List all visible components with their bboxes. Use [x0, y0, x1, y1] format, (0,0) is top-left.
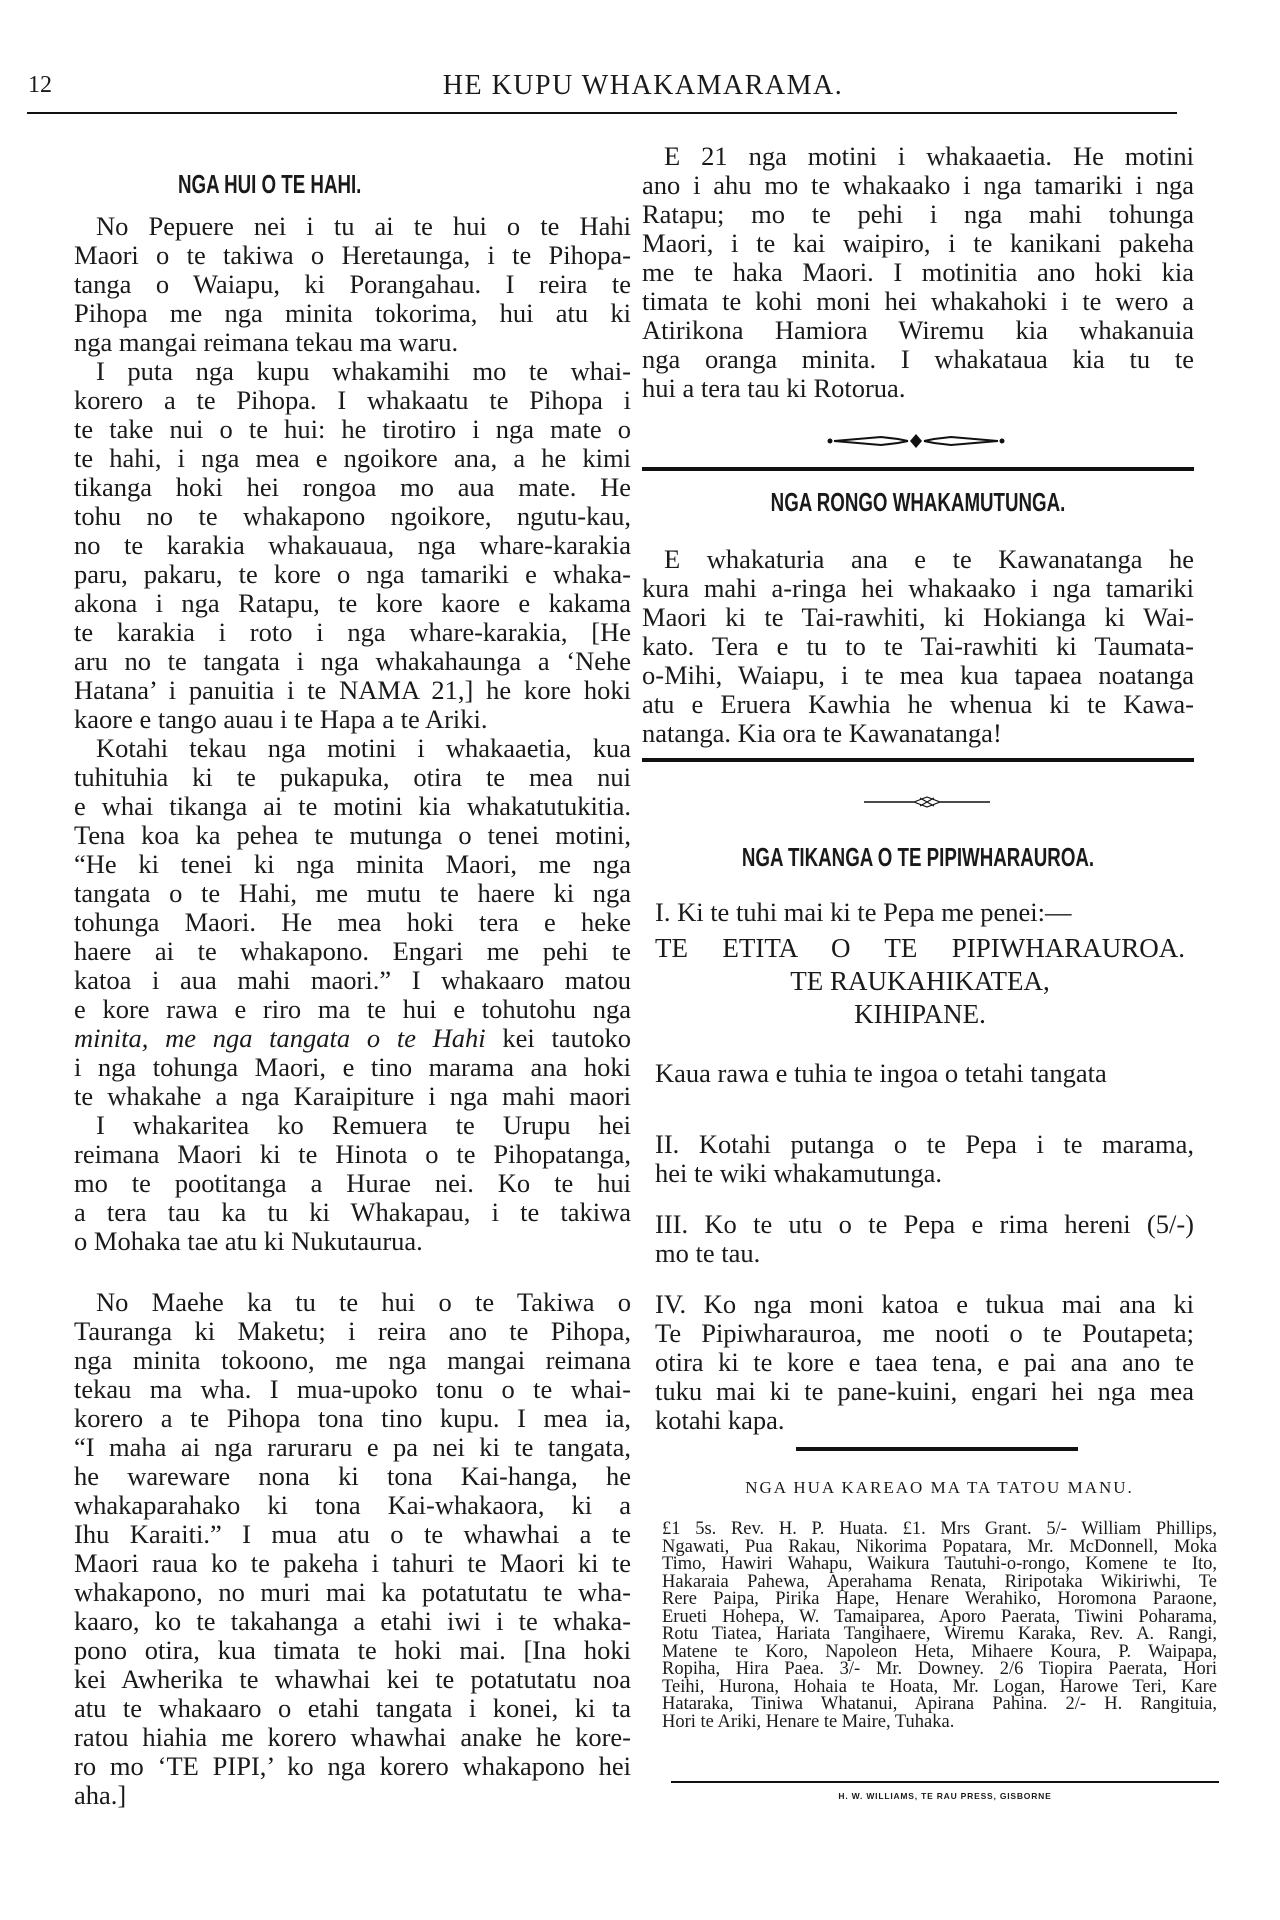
italic-text: minita, me nga tangata o te Hahi: [74, 1023, 486, 1053]
text-line: otira ki te kore e taea tena, e pai ana ano te: [655, 1347, 1194, 1377]
donations-list: [662, 1521, 1217, 1731]
text-line: te karakia i roto i nga whare-karakia, [He: [74, 617, 631, 647]
text-line: Erueti Hohepa, W. Tamaiparea, Aporo Paerata, Tiwini Poharama,: [662, 1606, 1217, 1627]
rule-four: [655, 1290, 1194, 1435]
small-ornament-icon: [864, 795, 990, 809]
text-line: Hataraka, Tiniwa Whatanui, Apirana Pahina. 2/- H. Rangituia,: [662, 1694, 1217, 1714]
text-line: akona i nga Ratapu, te kore kaore e kakama: [74, 588, 631, 618]
paragraph: [74, 212, 631, 357]
ornament-divider-icon: [826, 432, 1006, 450]
text-line: mo te tau.: [655, 1238, 761, 1268]
text-line: “I maha ai nga raruraru e pa nei ki te tangata,: [74, 1432, 631, 1462]
text-line: Kaua rawa e tuhia te ingoa o tetahi tangata: [655, 1058, 1107, 1088]
text-line: o Mohaka tae atu ki Nukutaurua.: [74, 1226, 423, 1256]
paragraph: [642, 545, 1194, 748]
text-line: “He ki tenei ki nga minita Maori, me nga: [74, 849, 631, 879]
text-line: he wareware nona ki tona Kai-hanga, he: [74, 1461, 631, 1491]
note: [655, 1059, 1194, 1088]
text-line: [74, 1024, 631, 1053]
text-line: tangata o te Hahi, me mutu te haere ki nga: [74, 878, 631, 908]
text-line: III. Ko te utu o te Pepa e rima hereni (5/-): [655, 1209, 1194, 1239]
section-rule: [642, 467, 1194, 471]
text-line: whakaparahako ki tona Kai-whakaora, ki a: [74, 1490, 631, 1520]
heading-nga-tikanga: NGA TIKANGA O TE PIPIWHARAUROA.: [741, 842, 1095, 872]
text-line: te hahi, i nga mea e ngoikore ana, a he kimi: [74, 443, 631, 473]
text-line: me te haka Maori. I motinitia ano hoki kia: [642, 257, 1194, 287]
text: kei tautoko: [485, 1023, 631, 1053]
text-line: reimana Maori ki te Hinota o te Pihopatanga,: [74, 1139, 631, 1169]
text-line: tuhituhia ki te pukapuka, otira te mea nui: [74, 762, 631, 792]
text-line: ano i ahu mo te whakaako i nga tamariki i nga: [642, 170, 1194, 200]
text-line: Teihi, Hurona, Hohaia te Hoata, Mr. Logan, Harowe Teri, Kare: [662, 1676, 1217, 1697]
text-line: Hakaraia Pahewa, Aperahama Renata, Riripotaka Wikiriwhi, Te: [662, 1571, 1217, 1592]
text-line: aru no te tangata i nga whakahaunga a ‘Nehe: [74, 646, 631, 676]
text-line: I whakaritea ko Remuera te Urupu hei: [96, 1110, 631, 1140]
donations-heading: NGA HUA KAREAO MA TA TATOU MANU.: [745, 1478, 1134, 1497]
heading-nga-rongo: NGA RONGO WHAKAMUTUNGA.: [770, 487, 1066, 517]
section-rule: [796, 1447, 1078, 1451]
text-line: o-Mihi, Waiapu, i te mea kua tapaea noatanga: [642, 660, 1194, 690]
text-line: mo te pootitanga a Hurae nei. Ko te hui: [74, 1168, 631, 1198]
text-line: Maori raua ko te pakeha i tahuri te Maori ki te: [74, 1548, 631, 1578]
text-line: Maori o te takiwa o Heretaunga, i te Pihopa-: [74, 240, 631, 270]
address-block: [655, 932, 1185, 1031]
text-line: TE ETITA O TE PIPIWHARAUROA.: [655, 933, 1185, 963]
page-number: 12: [28, 72, 52, 98]
text-line: e whai tikanga ai te motini kia whakatutukitia.: [74, 791, 631, 821]
text-line: hui a tera tau ki Rotorua.: [642, 373, 906, 403]
text-line: tekau ma wha. I mua-upoko tonu o te whai-: [74, 1374, 631, 1404]
text-line: TE RAUKAHIKATEA,: [790, 966, 1050, 996]
text-line: Atirikona Hamiora Wiremu kia whakanuia: [642, 315, 1194, 345]
text-line: e kore rawa e riro ma te hui e tohutohu nga: [74, 994, 631, 1024]
text-line: atu e Eruera Kawhia he whenua ki te Kawa-: [642, 689, 1194, 719]
text-line: kato. Tera e tu to te Tai-rawhiti ki Taumata-: [642, 631, 1194, 661]
text-line: tanga o Waiapu, ki Porangahau. I reira te: [74, 269, 631, 299]
text-line: Kotahi tekau nga motini i whakaaetia, kua: [96, 733, 631, 763]
text-line: E 21 nga motini i whakaaetia. He motini: [664, 141, 1194, 171]
text-line: Tena koa ka pehea te mutunga o tenei motini,: [74, 820, 631, 850]
text-line: IV. Ko nga moni katoa e tukua mai ana ki: [655, 1289, 1194, 1319]
text-line: Hori te Ariki, Henare te Maire, Tuhaka.: [662, 1711, 955, 1732]
paragraph: [74, 1288, 631, 1810]
text-line: a tera tau ka tu ki Whakapau, i te takiwa: [74, 1197, 631, 1227]
paragraph: [74, 357, 631, 734]
paragraph: [642, 142, 1194, 403]
text-line: te take nui o te hui: he tirotiro i nga mate o: [74, 414, 631, 444]
text-line: tohunga Maori. He mea hoki tera e heke: [74, 907, 631, 937]
text-line: I. Ki te tuhi mai ki te Pepa me penei:—: [655, 897, 1072, 927]
heading-nga-hui: NGA HUI O TE HAHI.: [178, 169, 362, 199]
text-line: Hatana’ i panuitia i te NAMA 21,] he kore hoki: [74, 675, 631, 705]
text-line: Tauranga ki Maketu; i reira ano te Pihopa,: [74, 1316, 631, 1346]
text-line: KIHIPANE.: [854, 999, 986, 1029]
text-line: ro mo ‘TE PIPI,’ ko nga korero whakapono hei: [74, 1751, 631, 1781]
text-line: tikanga hoki hei rongoa mo aua mate. He: [74, 472, 631, 502]
text-line: whakapono, no muri mai ka potatutatu te wha-: [74, 1577, 631, 1607]
text-line: Maori, i te kai waipiro, i te kanikani pakeha: [642, 228, 1194, 258]
text-line: Matene te Koro, Napoleon Heta, Mihaere Koura, P. Waipapa,: [662, 1641, 1217, 1662]
text-line: £1 5s. Rev. H. P. Huata. £1. Mrs Grant. 5/- William Phillips,: [662, 1519, 1217, 1539]
text-line: te whakahe a nga Karaipiture i nga mahi maori: [74, 1081, 631, 1111]
footer-rule: [671, 1781, 1219, 1783]
text-line: Ropiha, Hira Paea. 3/- Mr. Downey. 2/6 Tiopira Paerata, Hori: [662, 1659, 1217, 1679]
text-line: No Pepuere nei i tu ai te hui o te Hahi: [96, 211, 631, 241]
text-line: natanga. Kia ora te Kawanatanga!: [642, 718, 1002, 748]
text-line: atu te whakaaro o etahi tangata i konei, ki ta: [74, 1693, 631, 1723]
text-line: E whakaturia ana e te Kawanatanga he: [664, 544, 1194, 574]
text-line: aha.]: [74, 1780, 127, 1810]
text-line: Te Pipiwharauroa, me nooti o te Poutapeta;: [655, 1318, 1194, 1348]
text-line: I puta nga kupu whakamihi mo te whai-: [96, 356, 631, 386]
text-line: Ngawati, Pua Rakau, Nikorima Popatara, Mr. McDonnell, Moka: [662, 1536, 1217, 1557]
text-line: No Maehe ka tu te hui o te Takiwa o: [96, 1287, 631, 1317]
text-line: II. Kotahi putanga o te Pepa i te marama,: [655, 1129, 1194, 1159]
text-line: Maori ki te Tai-rawhiti, ki Hokianga ki Wai-: [642, 602, 1194, 632]
text-line: kei Awherika te whawhai kei te potatutatu noa: [74, 1664, 631, 1694]
text-line: tuku mai ki te pane-kuini, engari hei nga mea: [655, 1376, 1194, 1406]
text-line: nga minita tokoono, me nga mangai reimana: [74, 1345, 631, 1375]
rule-two: [655, 1130, 1194, 1188]
text-line: no te karakia whakauaua, nga whare-karakia: [74, 530, 631, 560]
text-line: Timo, Hawiri Wahapu, Waikura Tautuhi-o-rongo, Komene te Ito,: [662, 1554, 1217, 1574]
text-line: korero a te Pihopa tona tino kupu. I mea ia,: [74, 1403, 631, 1433]
text-line: Ratapu; mo te pehi i nga mahi tohunga: [642, 199, 1194, 229]
text-line: nga mangai reimana tekau ma waru.: [74, 327, 459, 357]
text-line: nga oranga minita. I whakataua kia tu te: [642, 344, 1194, 374]
text-line: Rere Paipa, Pirika Hape, Henare Werahiko, Horomona Paraone,: [662, 1589, 1217, 1609]
text-line: kaore e tango auau i te Hapa a te Ariki.: [74, 704, 488, 734]
text-line: katoa i aua mahi maori.” I whakaaro matou: [74, 965, 631, 995]
paragraph: [74, 734, 631, 1111]
text-line: pono otira, kua timata te hoki mai. [Ina hoki: [74, 1635, 631, 1665]
text-line: Rotu Tiatea, Hariata Tangihaere, Wiremu Karaka, Rev. A. Rangi,: [662, 1624, 1217, 1644]
text-line: Pihopa me nga minita tokorima, hui atu ki: [74, 298, 631, 328]
text-line: haere ai te whakapono. Engari me pehi te: [74, 936, 631, 966]
text-line: korero a te Pihopa. I whakaatu te Pihopa i: [74, 385, 631, 415]
header-rule: [27, 112, 1177, 114]
text-line: tohu no te whakapono ngoikore, ngutu-kau,: [74, 501, 631, 531]
text-line: paru, pakaru, te kore o nga tamariki e whaka-: [74, 559, 631, 589]
rule-three: [655, 1210, 1194, 1268]
text-line: timata te kohi moni hei whakahoki i te wero a: [642, 286, 1194, 316]
running-title: HE KUPU WHAKAMARAMA.: [442, 70, 844, 101]
text-line: kaaro, ko te takahanga a etahi iwi i te whaka-: [74, 1606, 631, 1636]
text-line: kura mahi a-ringa hei whakaako i nga tamariki: [642, 573, 1194, 603]
text-line: ratou hiahia me korero whawhai anake he kore-: [74, 1722, 631, 1752]
printer-imprint: H. W. WILLIAMS, TE RAU PRESS, GISBORNE: [838, 1791, 1052, 1801]
section-rule: [642, 758, 1194, 762]
text-line: i nga tohunga Maori, e tino marama ana hoki: [74, 1052, 631, 1082]
paragraph: [74, 1111, 631, 1256]
text-line: Ihu Karaiti.” I mua atu o te whawhai a te: [74, 1519, 631, 1549]
text-line: hei te wiki whakamutunga.: [655, 1158, 943, 1188]
text-line: kotahi kapa.: [655, 1405, 785, 1435]
rule-one: [655, 898, 1194, 927]
